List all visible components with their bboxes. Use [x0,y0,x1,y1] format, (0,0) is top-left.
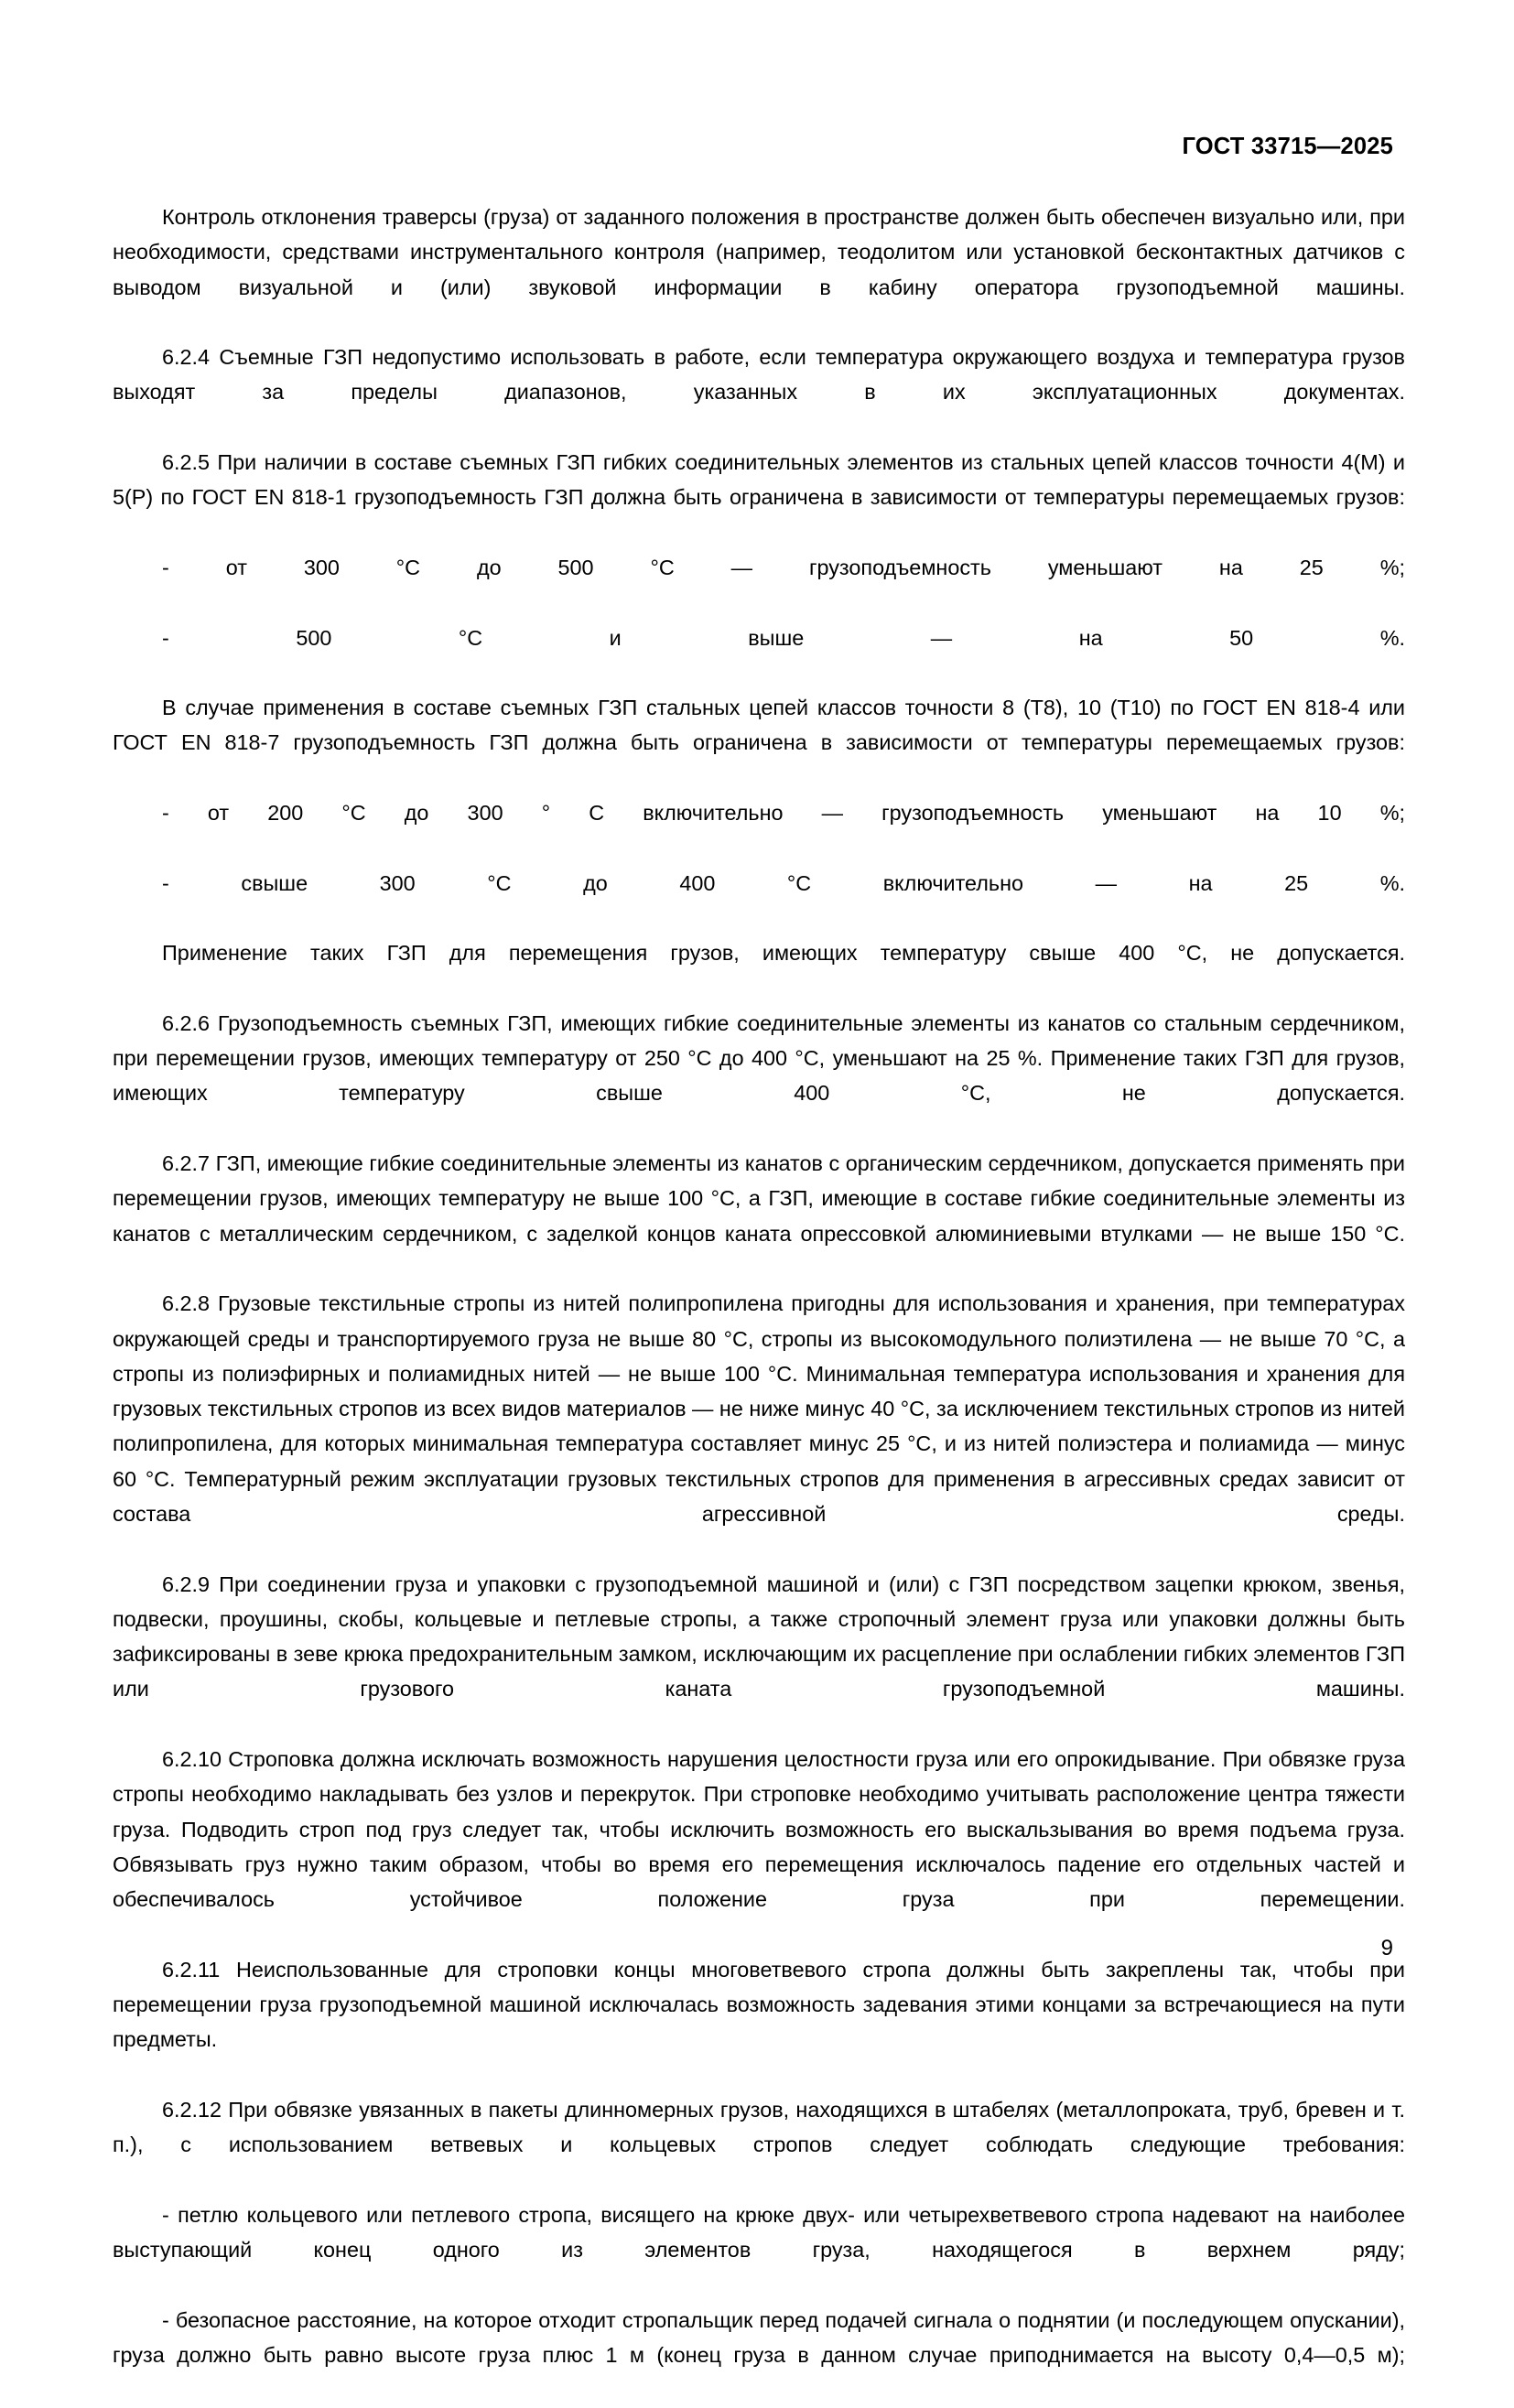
page-number: 9 [1380,1936,1393,1960]
clause-6-2-11: 6.2.11 Неиспользованные для строповки концы многоветвевого стропа должны быть закреплены так, чтобы при перемещении груза грузоподъемной машиной исключалась возможность задевания этими концами за встречающиеся на пути предметы. [113,1957,1405,2052]
paragraph-en818-4-7: В случае применения в составе съемных ГЗП стальных цепей классов точности 8 (Т8), 10 (Т10) по ГОСТ EN 818-4 или ГОСТ EN 818-7 грузоподъемность ГЗП должна быть ограничена в зависимости от температуры перемещаемых грузов: [113,696,1405,755]
clause-6-2-8: 6.2.8 Грузовые текстильные стропы из нитей полипропилена пригодны для использования и хранения, при температурах окружающей среды и транспортируемого груза не выше 80 °C, стропы из высокомодульного полиэтилена — не выше 70 °C, а стропы из полиэфирных и полиамидных нитей — не выше 100 °C. Минимальная температура использования и хранения для грузовых текстильных стропов из всех видов материалов — не ниже минус 40 °C, за исключением текстильных стропов из нитей полипропилена, для которых минимальная температура составляет минус 25 °C, и из нитей полиэстера и полиамида — минус 60 °C. Температурный режим эксплуатации грузовых текстильных стропов для применения в агрессивных средах зависит от состава агрессивной среды. [113,1291,1405,1526]
clause-6-2-10: 6.2.10 Строповка должна исключать возможность нарушения целостности груза или его опрокидывание. При обвязке груза стропы необходимо накладывать без узлов и перекруток. При строповке необходимо учитывать расположение центра тяжести груза. Подводить строп под груз следует так, чтобы исключить возможность его выскальзывания во время подъема груза. Обвязывать груз нужно таким образом, чтобы во время его перемещения исключалось падение его отдельных частей и обеспечивалось устойчивое положение груза при перемещении. [113,1747,1405,1912]
clause-6-2-9: 6.2.9 При соединении груза и упаковки с грузоподъемной машиной и (или) с ГЗП посредством зацепки крюком, звенья, подвески, проушины, скобы, кольцевые и петлевые стропы, а также стропочный элемент груза или упаковки должны быть зафиксированы в зеве крюка предохранительным замком, исключающим их расцепление при ослаблении гибких элементов ГЗП или грузового каната грузоподъемной машины. [113,1571,1406,1701]
page-body-text [113,200,1405,2408]
running-header-standard-number: ГОСТ 33715—2025 [1182,134,1393,159]
list-item-safe-distance: - безопасное расстояние, на которое отходит стропальщик перед подачей сигнала о поднятии (и последующем опускании), груза должно быть равно высоте груза плюс 1 м (конец груза в данном случае приподнимается на высоту 0,4—0,5 м); [113,2307,1405,2368]
list-item-temp-500-above: - 500 °C и выше — на 50 %. [162,625,1405,650]
list-item-loop-sling: - петлю кольцевого или петлевого стропа, висящего на крюке двух- или четырехветвевого стропа надевают на наиболее выступающий конец одного из элементов груза, находящегося в верхнем ряду; [113,2202,1405,2262]
clause-6-2-7: 6.2.7 ГЗП, имеющие гибкие соединительные элементы из канатов с органическим сердечником, допускается применять при перемещении грузов, имеющих температуру не выше 100 °C, а ГЗП, имеющие в составе гибкие соединительные элементы из канатов с металлическим сердечником, с заделкой концов каната опрессовкой алюминиевыми втулками — не выше 150 °C. [113,1151,1405,1246]
list-item-temp-300-400: - свыше 300 °C до 400 °C включительно — на 25 %. [162,870,1405,895]
clause-6-2-12: 6.2.12 При обвязке увязанных в пакеты длинномерных грузов, находящихся в штабелях (металлопроката, труб, бревен и т. п.), с использованием ветвевых и кольцевых стропов следует соблюдать следующие требования: [113,2098,1405,2157]
clause-6-2-6: 6.2.6 Грузоподъемность съемных ГЗП, имеющих гибкие соединительные элементы из канатов со стальным сердечником, при перемещении грузов, имеющих температуру от 250 °C до 400 °C, уменьшают на 25 %. Применение таких ГЗП для грузов, имеющих температуру свыше 400 °C, не допускается. [113,1010,1405,1106]
paragraph-above-400-prohibited: Применение таких ГЗП для перемещения грузов, имеющих температуру свыше 400 °C, не допускается. [162,941,1405,966]
paragraph-traverse-control: Контроль отклонения траверсы (груза) от заданного положения в пространстве должен быть обеспечен визуально или, при необходимости, средствами инструментального контроля (например, теодолитом или установкой бесконтактных датчиков с выводом визуальной и (или) звуковой информации в кабину оператора грузоподъемной машины. [113,205,1405,299]
clause-6-2-4: 6.2.4 Съемные ГЗП недопустимо использовать в работе, если температура окружающего воздуха и температура грузов выходят за пределы диапазонов, указанных в их эксплуатационных документах. [113,345,1405,405]
clause-6-2-5: 6.2.5 При наличии в составе съемных ГЗП гибких соединительных элементов из стальных цепей классов точности 4(М) и 5(Р) по ГОСТ EN 818-1 грузоподъемность ГЗП должна быть ограничена в зависимости от температуры перемещаемых грузов: [113,450,1405,510]
list-item-temp-200-300: - от 200 °C до 300 ° С включительно — грузоподъемность уменьшают на 10 %; [162,801,1405,826]
list-item-temp-300-500: - от 300 °C до 500 °C — грузоподъемность уменьшают на 25 %; [162,555,1405,579]
